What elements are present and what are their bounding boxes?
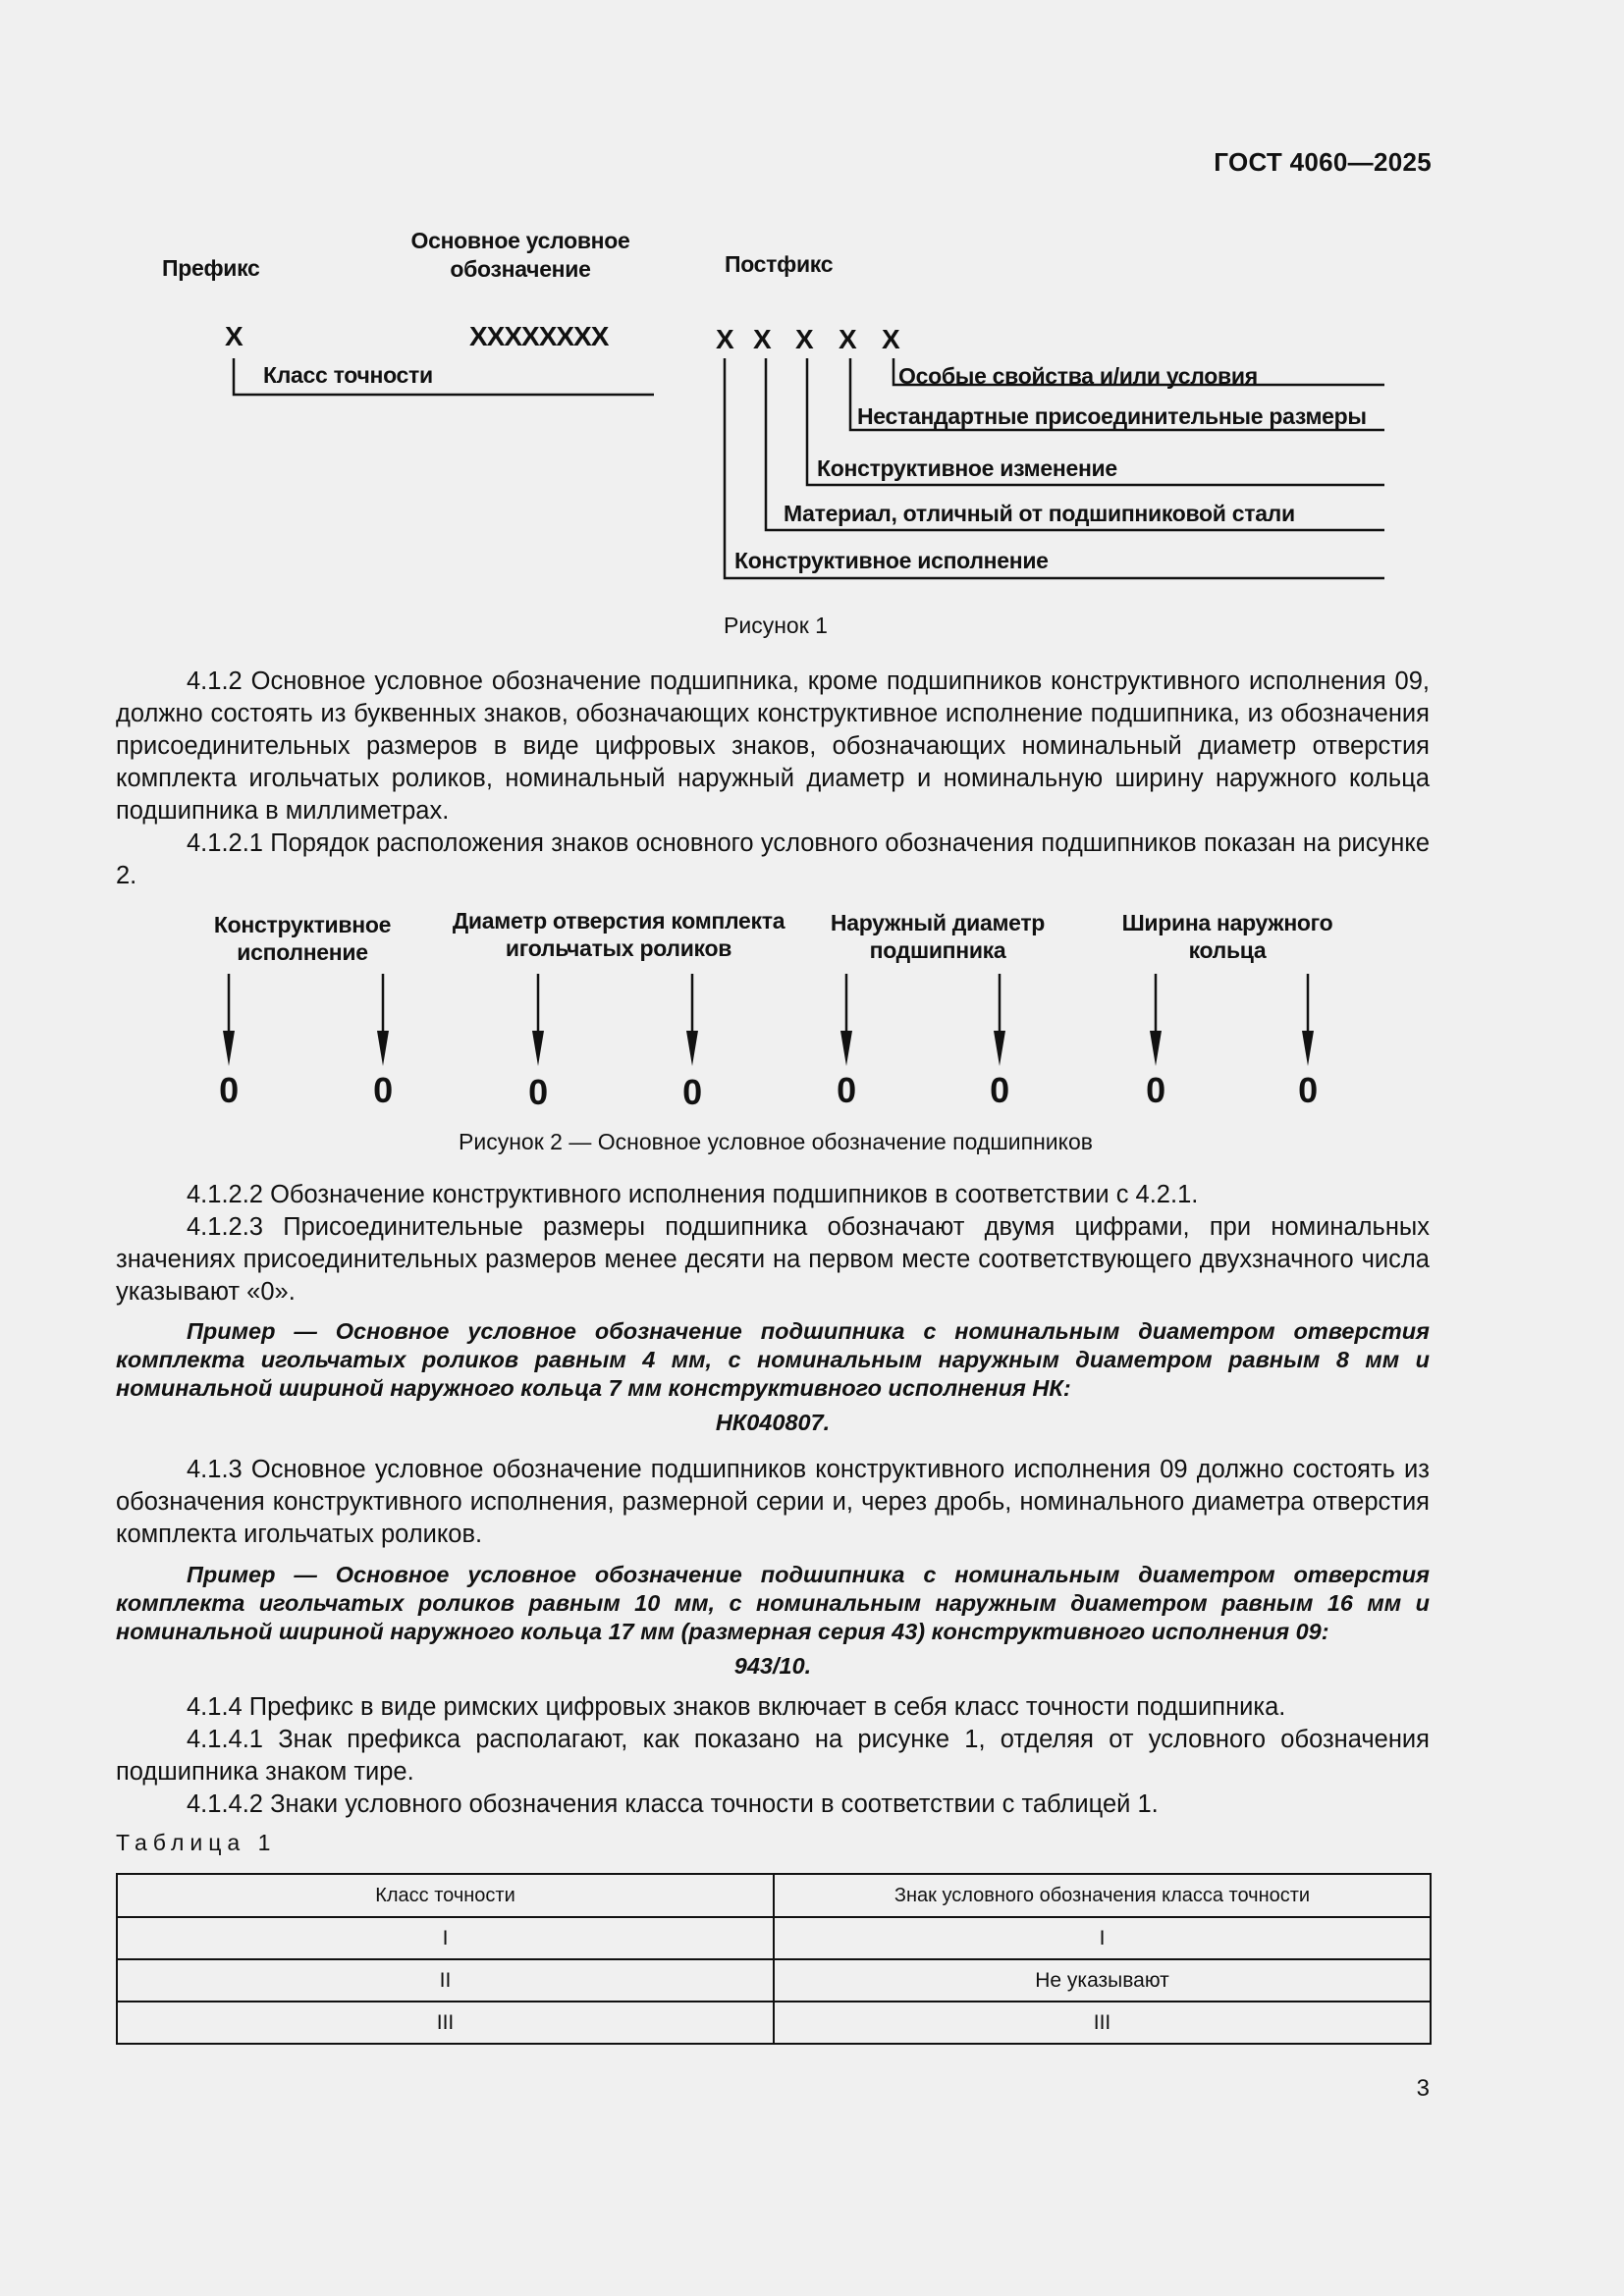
table-header-cell: Класс точности xyxy=(117,1874,774,1917)
table-1-caption: Таблица 1 xyxy=(116,1830,277,1855)
paragraph-4-1-3: 4.1.3 Основное условное обозначение подшипников конструктивного исполнения 09 должно состоять из обозначения конструктивного исполнения, размерной серии и, через дробь, номинального диаметра отверстия комплекта игольчатых роликов. xyxy=(116,1456,1430,1548)
example-1-code: НК040807. xyxy=(715,1410,831,1435)
figure-2-caption: Рисунок 2 — Основное условное обозначение подшипников xyxy=(459,1129,1093,1154)
table-header-row xyxy=(117,1874,1431,1917)
table-header-cell: Знак условного обозначения класса точности xyxy=(774,1874,1431,1917)
postfix-char-5: X xyxy=(882,324,900,354)
digit-4: 0 xyxy=(682,1072,702,1112)
group-label-bore-line2: игольчатых роликов xyxy=(505,935,732,961)
example-2-text: Пример — Основное условное обозначение подшипника с номинальным диаметром отверстия комплекта игольчатых роликов равным 10 мм, с номинальным наружным диаметром равным 16 мм и номинальной шириной наружного кольца 17 мм (размерная серия 43) конструктивного исполнения 09: xyxy=(116,1562,1430,1644)
paragraph-4-1-2-2: 4.1.2.2 Обозначение конструктивного исполнения подшипников в соответствии с 4.2.1. xyxy=(187,1181,1199,1208)
callout-material: Материал, отличный от подшипниковой стали xyxy=(784,501,1295,526)
postfix-char-1: X xyxy=(716,324,734,354)
paragraph-4-1-4-2: 4.1.4.2 Знаки условного обозначения класса точности в соответствии с таблицей 1. xyxy=(187,1790,1159,1818)
postfix-char-2: X xyxy=(753,324,772,354)
callout-design-version: Конструктивное исполнение xyxy=(734,548,1049,573)
prefix-label: Префикс xyxy=(162,255,260,281)
main-designation-label-line1: Основное условное xyxy=(410,228,630,253)
postfix-char-3: X xyxy=(795,324,814,354)
table-cell: II xyxy=(117,1959,774,2002)
callout-design-change: Конструктивное изменение xyxy=(817,455,1117,481)
group-label-outer-diameter-line1: Наружный диаметр xyxy=(830,910,1046,935)
digit-7: 0 xyxy=(1146,1070,1165,1110)
paragraph-4-1-2-3: 4.1.2.3 Присоединительные размеры подшипника обозначают двумя цифрами, при номинальных значениях присоединительных размеров менее десяти на первом месте соответствующего двухзначного числа указывают «0». xyxy=(116,1213,1430,1306)
digit-3: 0 xyxy=(528,1072,548,1112)
digit-2: 0 xyxy=(373,1070,393,1110)
example-1-text: Пример — Основное условное обозначение подшипника с номинальным диаметром отверстия комплекта игольчатых роликов равным 4 мм, с номинальным наружным диаметром равным 8 мм и номинальной шириной наружного кольца 7 мм конструктивного исполнения НК: xyxy=(116,1318,1430,1401)
arrow-shafts xyxy=(229,974,1308,1033)
table-row xyxy=(117,2002,1431,2044)
paragraph-4-1-4: 4.1.4 Префикс в виде римских цифровых знаков включает в себя класс точности подшипника. xyxy=(187,1693,1286,1721)
group-label-design-line1: Конструктивное xyxy=(213,912,392,937)
main-designation-label-line2: обозначение xyxy=(450,256,591,282)
paragraph-block-4 xyxy=(116,1691,1430,1821)
digit-5: 0 xyxy=(837,1070,856,1110)
table-1 xyxy=(116,1873,1432,2045)
main-designation-chars: XXXXXXXX xyxy=(469,321,609,351)
example-2-code: 943/10. xyxy=(733,1653,812,1679)
group-label-width-line2: кольца xyxy=(1188,937,1267,963)
group-label-width-line1: Ширина наружного xyxy=(1121,910,1333,935)
table-cell: Не указывают xyxy=(774,1959,1431,2002)
paragraph-block-2 xyxy=(116,1179,1430,1308)
figure-1-caption: Рисунок 1 xyxy=(724,613,828,638)
group-label-outer-diameter-line2: подшипника xyxy=(869,937,1006,963)
digit-1: 0 xyxy=(219,1070,239,1110)
table-cell: I xyxy=(774,1917,1431,1959)
prefix-char: X xyxy=(225,321,244,351)
table-row xyxy=(117,1959,1431,2002)
callout-nonstandard-dimensions: Нестандартные присоединительные размеры xyxy=(857,403,1367,429)
group-label-design-line2: исполнение xyxy=(237,939,368,965)
callout-accuracy-class: Класс точности xyxy=(263,362,433,388)
example-1 xyxy=(116,1317,1430,1437)
paragraph-4-1-2-1: 4.1.2.1 Порядок расположения знаков основного условного обозначения подшипников показан на рисунке 2. xyxy=(116,829,1430,889)
page-number: 3 xyxy=(1416,2075,1430,2102)
table-cell: I xyxy=(117,1917,774,1959)
table-cell: III xyxy=(117,2002,774,2044)
callout-special-properties: Особые свойства и/или условия xyxy=(898,363,1258,389)
digit-6: 0 xyxy=(990,1070,1009,1110)
table-cell: III xyxy=(774,2002,1431,2044)
paragraph-4-1-2: 4.1.2 Основное условное обозначение подшипника, кроме подшипников конструктивного исполнения 09, должно состоять из буквенных знаков, обозначающих конструктивное исполнение подшипника, из обозначения присоединительных размеров в виде цифровых знаков, обозначающих номинальный диаметр отверстия комплекта игольчатых роликов, номинальный наружный диаметр и номинальную ширину наружного кольца подшипника в миллиметрах. xyxy=(116,667,1430,825)
paragraph-4-1-4-1: 4.1.4.1 Знак префикса располагают, как показано на рисунке 1, отделяя от условного обозначения подшипника знаком тире. xyxy=(116,1726,1430,1786)
postfix-label: Постфикс xyxy=(725,251,834,277)
table-row xyxy=(117,1917,1431,1959)
arrow-heads xyxy=(223,1031,1314,1066)
example-2 xyxy=(116,1561,1430,1681)
digit-8: 0 xyxy=(1298,1070,1318,1110)
document-id: ГОСТ 4060—2025 xyxy=(1214,147,1432,177)
paragraph-block-3 xyxy=(116,1454,1430,1551)
group-label-bore-line1: Диаметр отверстия комплекта xyxy=(452,908,785,934)
postfix-char-4: X xyxy=(839,324,857,354)
